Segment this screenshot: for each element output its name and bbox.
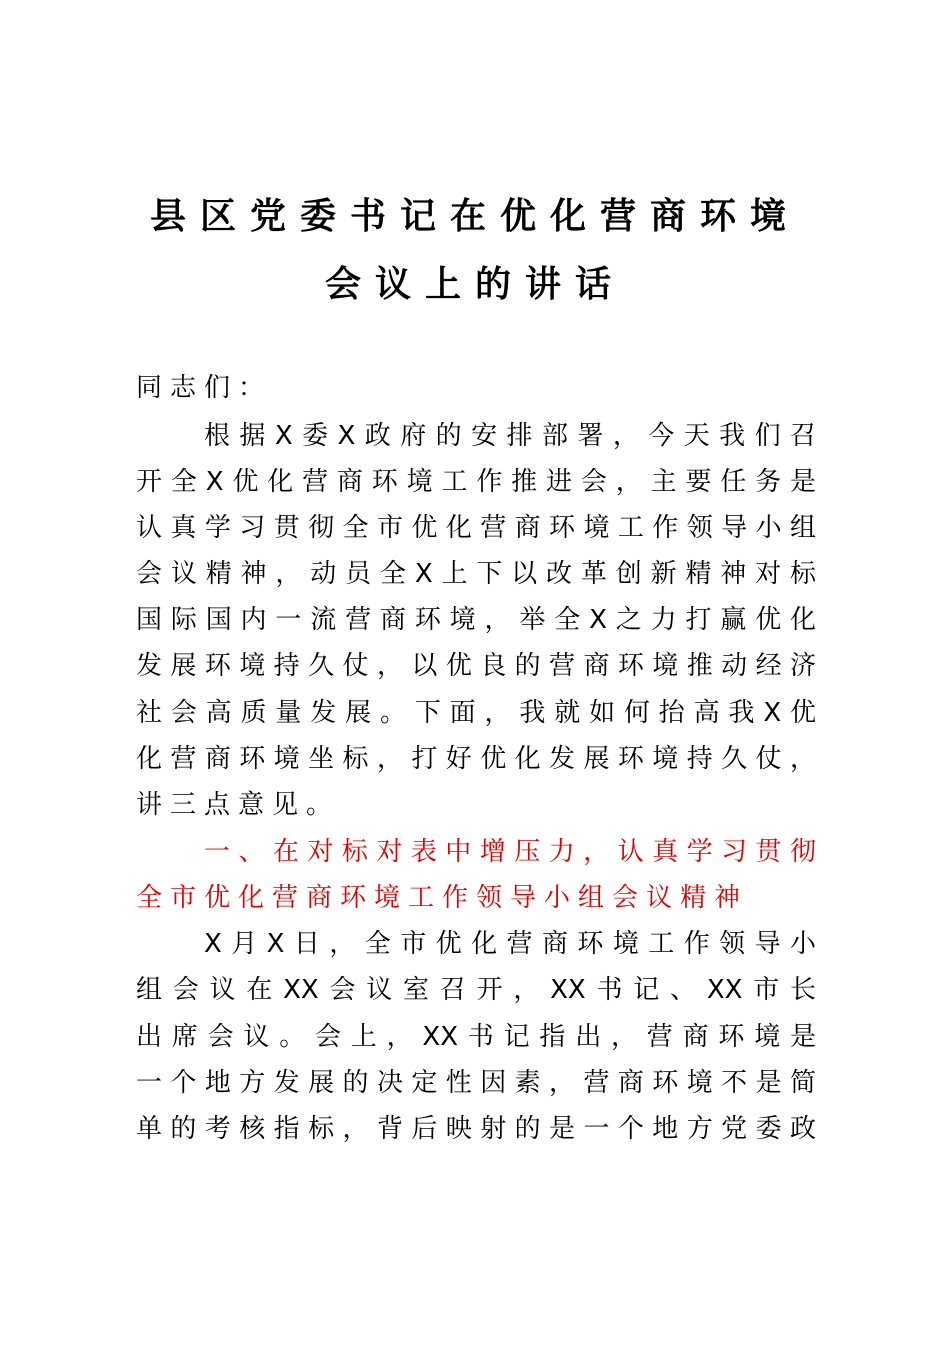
paragraph-line: 根据X委X政府的安排部署，今天我们召: [204, 421, 816, 451]
paragraph-line: 化营商环境坐标，打好优化发展环境持久仗，: [136, 744, 816, 774]
document-title-line-2: 会议上的讲话: [324, 264, 625, 305]
paragraph-line: 认真学习贯彻全市优化营商环境工作领导小组: [136, 513, 816, 543]
paragraph-line: 国际国内一流营商环境，举全X之力打赢优化: [136, 605, 816, 635]
paragraph-line: 单的考核指标，背后映射的是一个地方党委政: [136, 1114, 816, 1144]
paragraph-line: 出席会议。会上，XX书记指出，营商环境是: [136, 1022, 816, 1052]
paragraph-line: 发展环境持久仗，以优良的营商环境推动经济: [136, 651, 816, 681]
salutation: 同志们：: [136, 373, 273, 403]
paragraph-line: 开全X优化营商环境工作推进会，主要任务是: [136, 467, 816, 497]
section-heading-line-1: 一、在对标对表中增压力，认真学习贯彻: [204, 837, 816, 867]
paragraph-line: 组会议在XX会议室召开，XX书记、XX市长: [136, 975, 816, 1005]
paragraph-line: 讲三点意见。: [136, 790, 341, 820]
paragraph-line: X月X日，全市优化营商环境工作领导小: [204, 929, 816, 959]
paragraph-line: 社会高质量发展。下面，我就如何抬高我X优: [136, 698, 816, 728]
paragraph-line: 会议精神，动员全X上下以改革创新精神对标: [136, 559, 816, 589]
document-title-line-1: 县区党委书记在优化营商环境: [149, 196, 800, 237]
section-heading-line-2: 全市优化营商环境工作领导小组会议精神: [136, 883, 749, 913]
paragraph-line: 一个地方发展的决定性因素，营商环境不是简: [136, 1068, 816, 1098]
